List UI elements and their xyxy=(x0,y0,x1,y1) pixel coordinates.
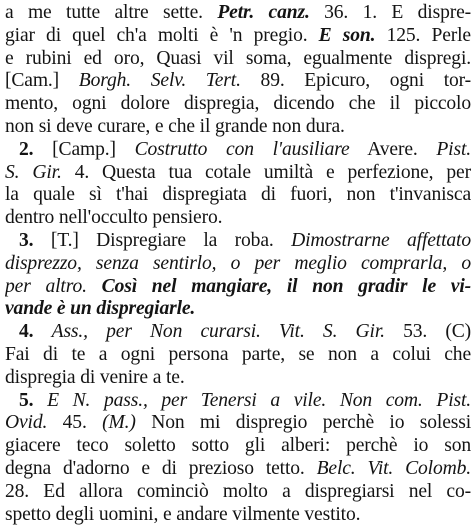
citation-text: Ovid. xyxy=(5,412,48,434)
text-line xyxy=(5,139,471,162)
body-text xyxy=(33,390,47,411)
text-line xyxy=(5,48,471,71)
body-text xyxy=(33,321,51,342)
text-line xyxy=(5,321,471,344)
text-line xyxy=(5,412,471,435)
text-line xyxy=(5,435,471,458)
citation-text: Ass., per Non curarsi. xyxy=(51,321,261,343)
text-line xyxy=(5,230,471,253)
citation-text: Pist. xyxy=(436,138,471,160)
citation-text: Dimostrarne affettato xyxy=(291,229,471,251)
body-text: dispregia di venire a te. xyxy=(5,366,185,388)
body-text: 36. 1. E dispre- xyxy=(309,2,471,23)
body-text: [T.] Dispregiare la roba. xyxy=(33,229,292,251)
citation-text: Belc. Vit. Colomb. xyxy=(316,457,471,479)
body-text xyxy=(87,276,102,297)
citation-text: per altro. xyxy=(5,275,87,297)
citation-text: Vit. S. Gir. xyxy=(279,321,385,343)
section-number: 5. xyxy=(19,389,34,411)
body-text: e rubini ed oro, Quasi vil soma, egualmente dispregi. xyxy=(5,47,471,69)
section-number: 3. xyxy=(19,229,34,251)
citation-text: Borgh. Selv. Tert. xyxy=(78,70,241,92)
text-line xyxy=(5,162,471,185)
body-text: 125. Perle xyxy=(375,24,471,46)
body-text: degna d'adorno e di prezioso tetto. xyxy=(5,457,317,479)
citation-text: E N. pass., per Tenersi a vile. Non com. Pist. xyxy=(47,389,471,411)
citation-text: Così nel mangiare, il non gradir le vi- xyxy=(101,275,471,297)
citation-text: Petr. canz. xyxy=(217,2,310,23)
body-text: 53. (C) xyxy=(384,321,471,343)
body-text: non si deve curare, e che il grande non dura. xyxy=(5,115,345,137)
body-text: giar di quel ch'a molti è 'n pregio. xyxy=(5,24,319,46)
citation-text: vande è un dispregiarle. xyxy=(5,298,196,320)
citation-text: E son. xyxy=(318,24,376,46)
text-line xyxy=(5,116,471,139)
body-text: a me tutte altre sette. xyxy=(5,2,218,23)
section-number: 2. xyxy=(19,138,34,160)
body-text: Non mi dispregio perchè io solessi xyxy=(135,412,471,434)
text-line xyxy=(5,367,471,390)
text-line xyxy=(5,276,471,299)
text-line xyxy=(5,298,471,321)
text-line xyxy=(5,2,471,25)
section-number: 4. xyxy=(19,321,34,343)
text-line xyxy=(5,344,471,367)
text-line xyxy=(5,207,471,230)
body-text: giacere teco soletto sotto gli alberi: perchè io son xyxy=(5,435,471,457)
body-text: 89. Epicuro, ogni tor- xyxy=(240,70,471,92)
body-text: 4. Questa tua cotale umiltà e perfezione, per xyxy=(61,161,471,183)
body-text: mento, ogni dolore dispregia, dicendo che il piccolo xyxy=(5,93,471,115)
body-text: 28. Ed allora cominciò molto a dispregiarsi nel co- xyxy=(5,480,471,502)
text-line xyxy=(5,390,471,413)
text-line xyxy=(5,481,471,504)
text-line xyxy=(5,93,471,116)
body-text: Fai di te a ogni persona parte, se non a colui che xyxy=(5,343,471,365)
text-line xyxy=(5,253,471,276)
citation-text: disprezzo, senza sentirlo, o per meglio comprarla, o xyxy=(5,252,471,274)
body-text: [Camp.] xyxy=(33,138,135,160)
text-line xyxy=(5,25,471,48)
body-text: la quale sì t'hai dispregiata di fuori, non t'invanisca xyxy=(5,184,471,206)
text-line xyxy=(5,70,471,93)
citation-text: (M.) xyxy=(102,412,136,434)
body-text: dentro nell'occulto pensiero. xyxy=(5,207,223,229)
body-text xyxy=(261,321,279,342)
text-line xyxy=(5,184,471,207)
citation-text: Costrutto con l'ausiliare xyxy=(134,138,350,160)
body-text: 45. xyxy=(47,412,103,434)
body-text: spetto degli uomini, e andare vilmente vestito. xyxy=(5,503,361,525)
text-line xyxy=(5,504,471,526)
citation-text: S. Gir. xyxy=(5,161,62,183)
body-text: [Cam.] xyxy=(5,70,79,92)
body-text: Avere. xyxy=(349,138,437,160)
text-line xyxy=(5,458,471,481)
